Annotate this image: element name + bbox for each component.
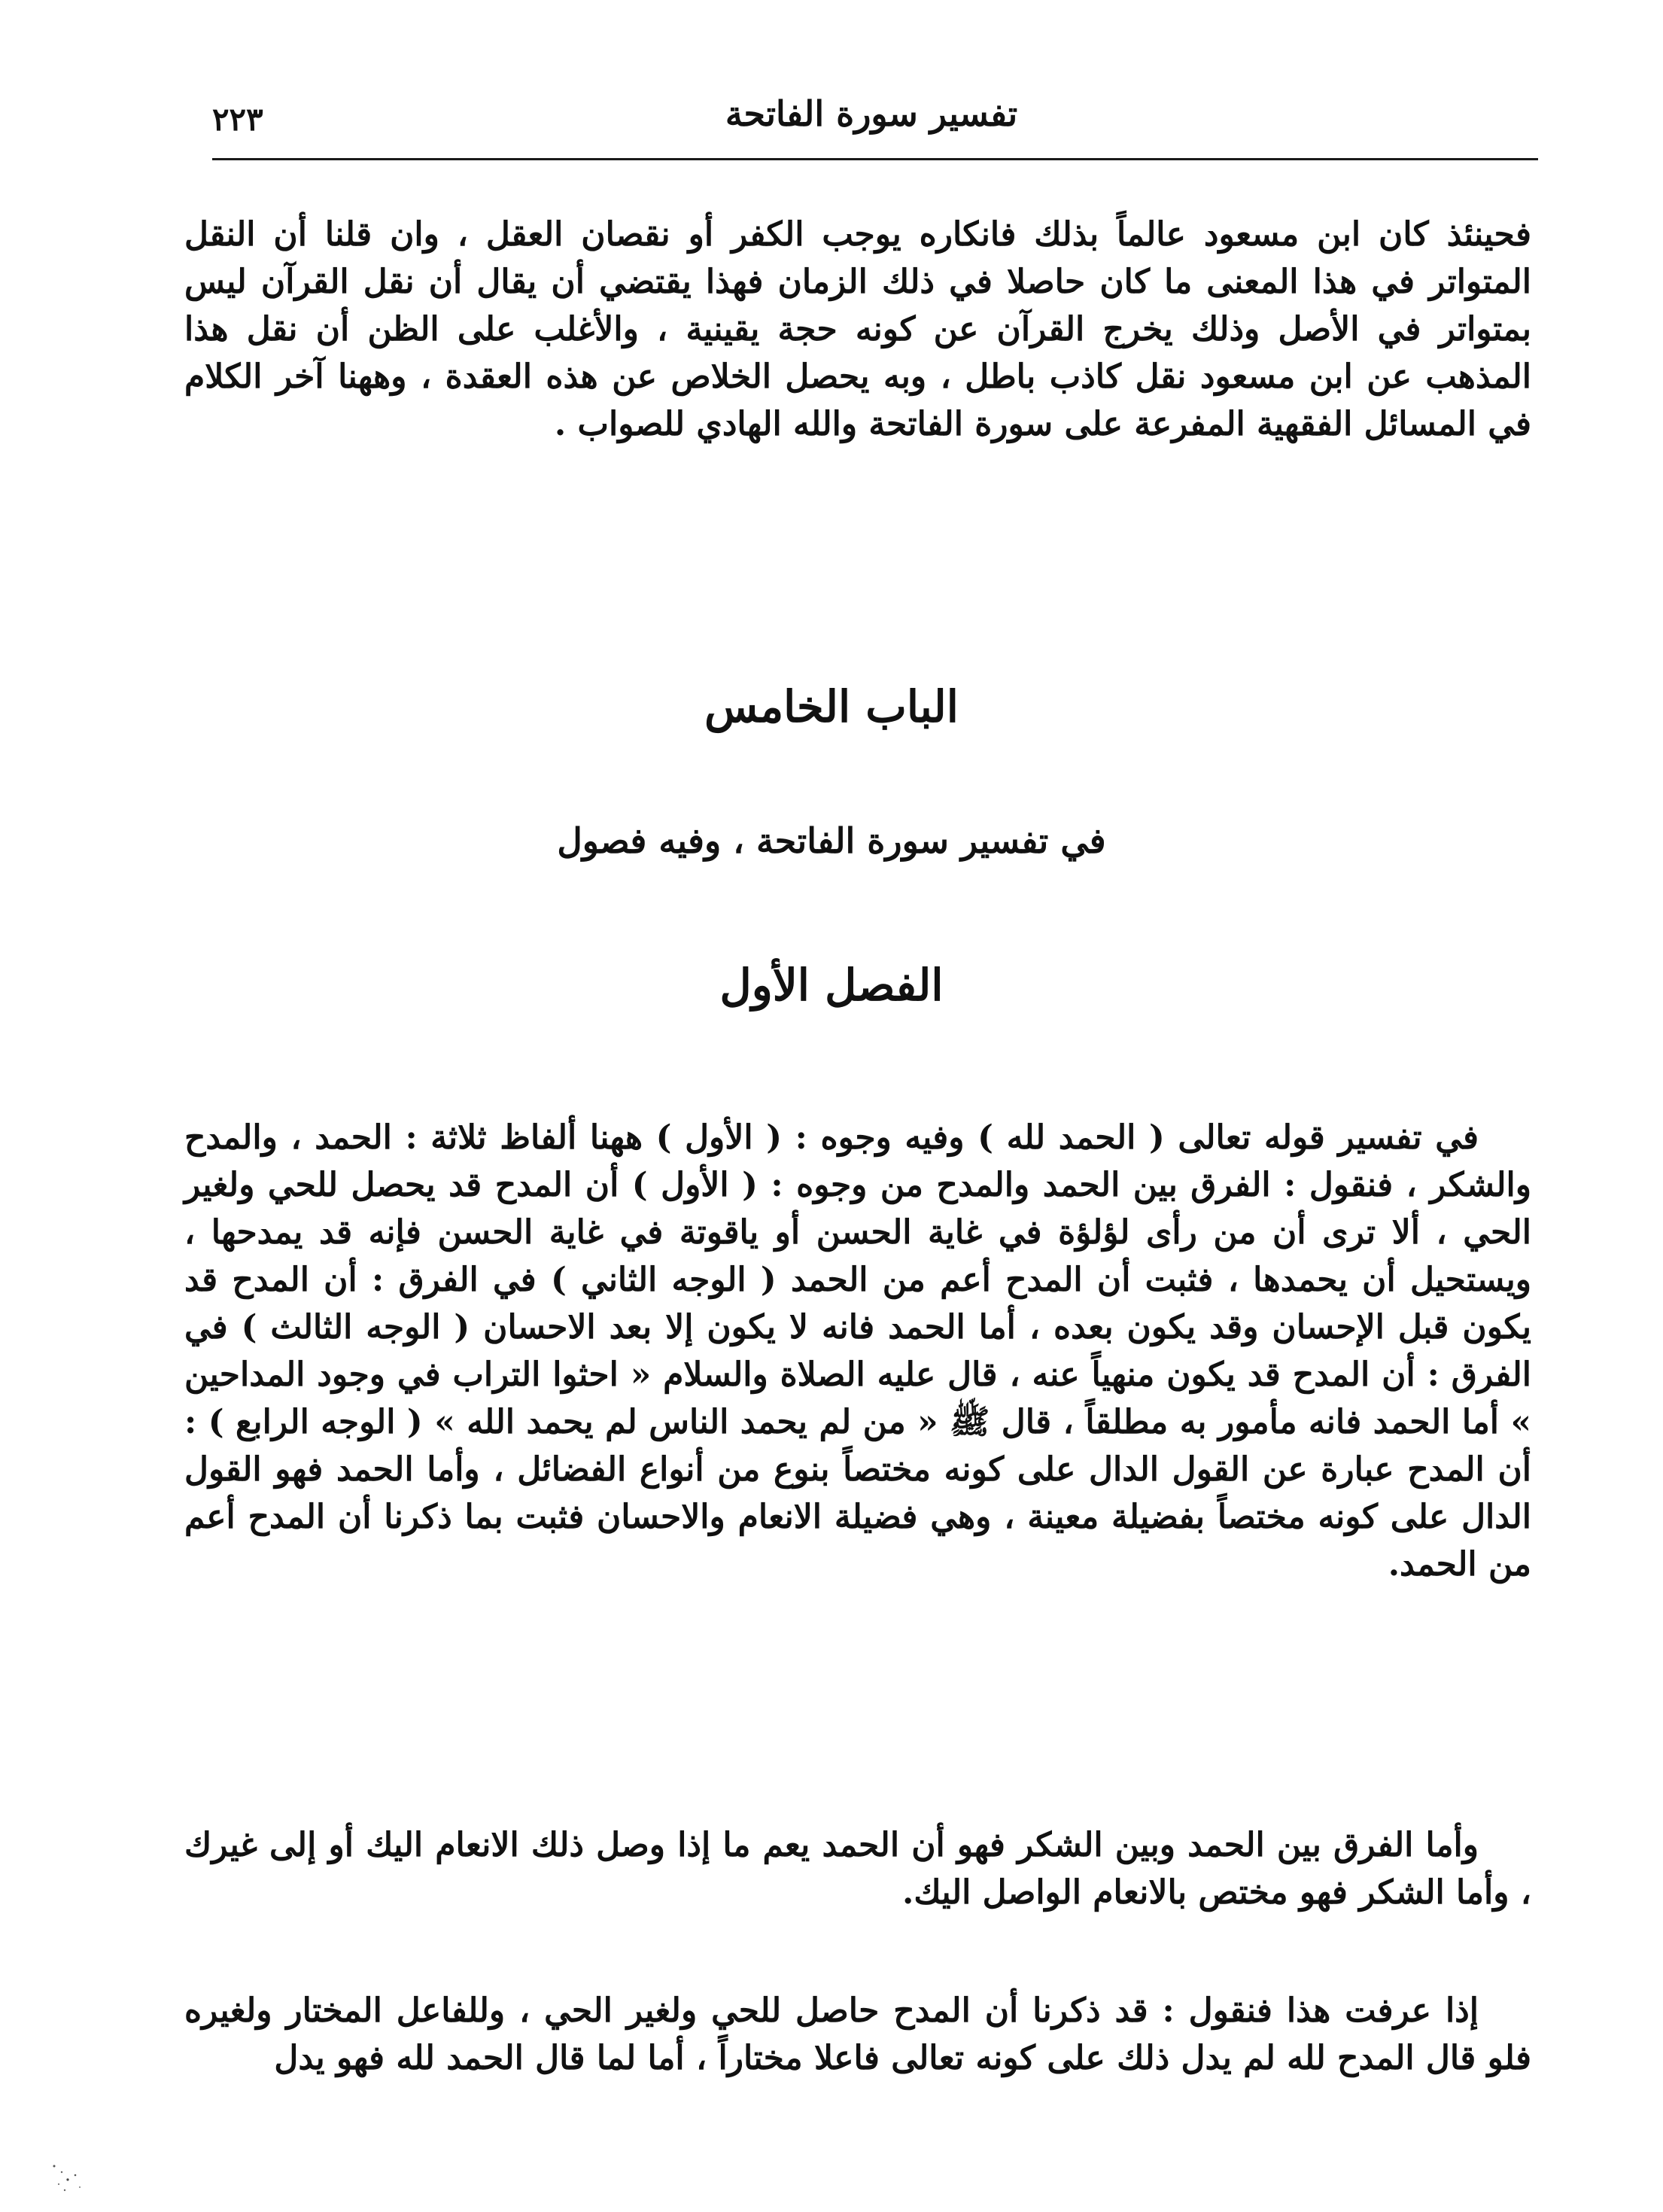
body-paragraph: وأما الفرق بين الحمد وبين الشكر فهو أن الحمد يعم ما إذا وصل ذلك الانعام اليك أو إلى غيرك ، وأما الشكر فهو مختص بالانعام الواصل اليك. <box>184 1826 1531 1912</box>
body-paragraph: إذا عرفت هذا فنقول : قد ذكرنا أن المدح حاصل للحي ولغير الحي ، وللفاعل المختار ولغيره فلو قال المدح لله لم يدل ذلك على كونه تعالى فاعلا مختاراً ، أما لما قال الحمد لله فهو يدل <box>184 1991 1531 2077</box>
header-divider <box>212 158 1538 160</box>
chapter-title: الباب الخامس <box>704 681 959 732</box>
intro-paragraph: فحينئذ كان ابن مسعود عالماً بذلك فانكاره يوجب الكفر أو نقصان العقل ، وان قلنا أن النقل المتواتر في هذا المعنى ما كان حاصلا في ذلك الزمان فهذا يقتضي أن يقال أن نقل القرآن ليس بمتواتر في الأصل وذلك يخرج القرآن عن كونه حجة يقينية ، والأغلب على الظن أن نقل هذا المذهب عن ابن مسعود نقل كاذب باطل ، وبه يحصل الخلاص عن هذه العقدة ، وههنا آخر الكلام في المسائل الفقهية المفرعة على سورة الفاتحة والله الهادي للصواب . <box>184 215 1531 443</box>
page-header <box>205 89 1538 149</box>
page-number: ٢٢٣ <box>212 101 263 138</box>
body-paragraph: في تفسير قوله تعالى ( الحمد لله ) وفيه وجوه : ( الأول ) ههنا ألفاظ ثلاثة : الحمد ، والمدح والشكر ، فنقول : الفرق بين الحمد والمدح من وجوه : ( الأول ) أن المدح قد يحصل للحي ولغير الحي ، ألا ترى أن من رأى لؤلؤة في غاية الحسن أو ياقوتة في غاية الحسن فإنه قد يمدحها ، ويستحيل أن يحمدها ، فثبت أن المدح أعم من الحمد ( الوجه الثاني ) في الفرق : أن المدح قد يكون قبل الإحسان وقد يكون بعده ، أما الحمد فانه لا يكون إلا بعد الاحسان ( الوجه الثالث ) في الفرق : أن المدح قد يكون منهياً عنه ، قال عليه الصلاة والسلام « احثوا التراب في وجود المداحين » أما الحمد فانه مأمور به مطلقاً ، قال ﷺ « من لم يحمد الناس لم يحمد الله » ( الوجه الرابع ) : أن المدح عبارة عن القول الدال على كونه مختصاً بنوع من أنواع الفضائل ، وأما الحمد فهو القول الدال على كونه مختصاً بفضيلة معينة ، وهي فضيلة الانعام والاحسان فثبت بما ذكرنا أن المدح أعم من الحمد. <box>184 1118 1532 1584</box>
section-title: الفصل الأول <box>719 960 944 1011</box>
chapter-subtitle: في تفسير سورة الفاتحة ، وفيه فصول <box>557 820 1106 861</box>
scan-specks <box>45 2159 90 2196</box>
running-title: تفسير سورة الفاتحة <box>725 93 1018 134</box>
